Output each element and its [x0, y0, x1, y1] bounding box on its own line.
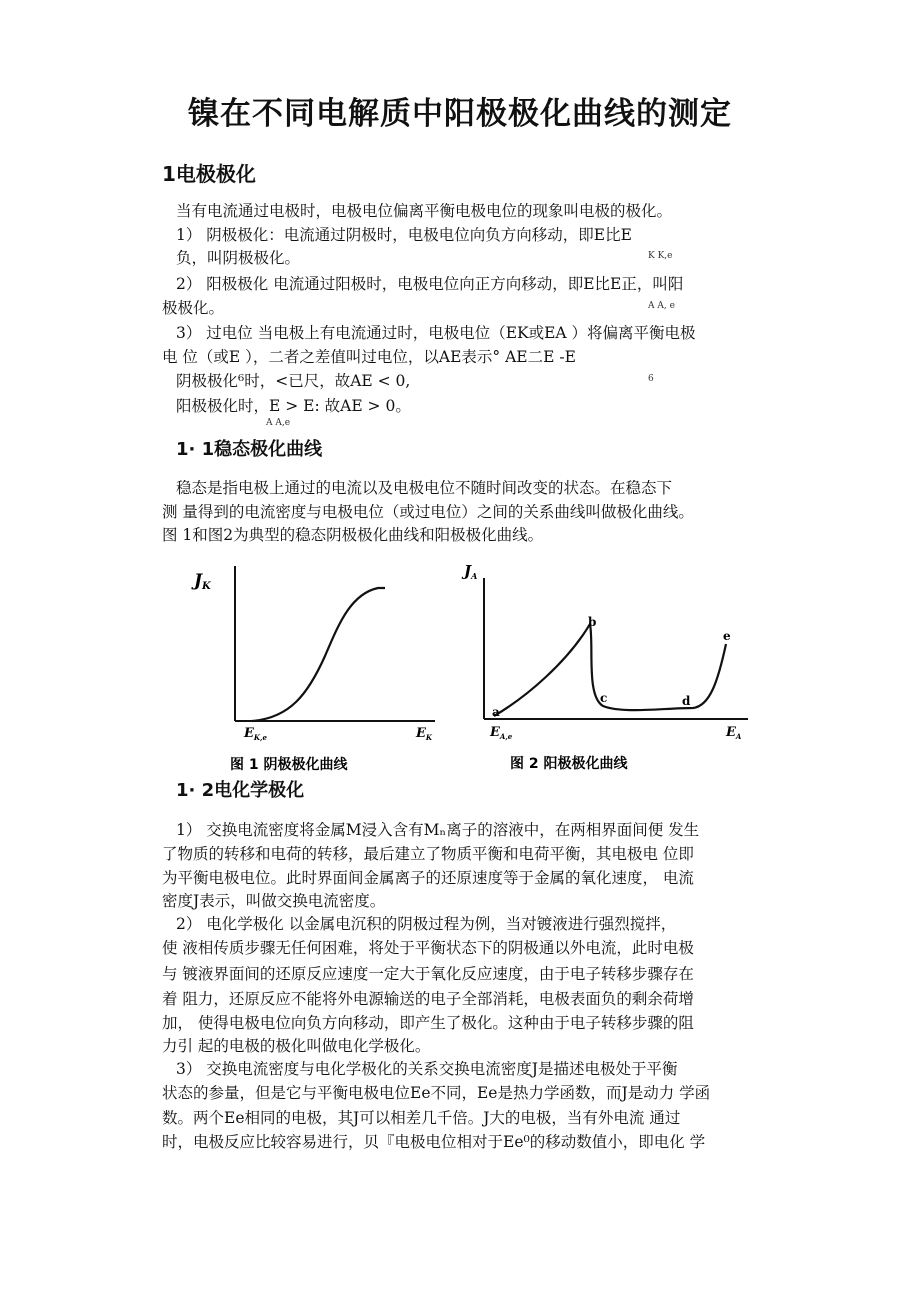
fig2-curve — [494, 624, 726, 716]
fig2-point-e: e — [723, 629, 731, 643]
item-3-line-2: 电 位（或E ），二者之差值叫过电位，以AE表示° AE二E -E — [162, 348, 576, 366]
section-1-1-line-2: 测 量得到的电流密度与电极电位（或过电位）之间的关系曲线叫做极化曲线。 — [162, 503, 694, 521]
section-1-2-line-7: 与 镀液界面间的还原反应速度一定大于氧化反应速度，由于电子转移步骤存在 — [162, 965, 694, 983]
section-1-1-heading: 1· 1稳态极化曲线 — [176, 439, 323, 460]
fig1-caption: 图 1 阴极极化曲线 — [230, 757, 348, 773]
section-1-2-line-4: 密度J表示，叫做交换电流密度。 — [162, 892, 386, 910]
section-1-2-line-13: 数。两个Ee相同的电极，其J可以相差几千倍。J大的电极，当有外电流 通过 — [162, 1109, 681, 1127]
fig2-point-a: a — [492, 705, 500, 719]
item-3-line-1: 3） 过电位 当电极上有电流通过时，电极电位（EK或EA ）将偏离平衡电极 — [176, 324, 696, 342]
item-1-line-1: 1） 阴极极化：电流通过阴极时，电极电位向负方向移动，即E比E — [176, 226, 632, 244]
fig2-point-b: b — [588, 615, 597, 629]
item-3-line-4: 阳极极化时，E > E: 故AE > 0。 — [176, 397, 411, 415]
section-1-2-line-10: 力引 起的电极的极化叫做电化学极化。 — [162, 1037, 431, 1055]
fig1-curve — [252, 588, 385, 721]
fig1-x-end-label: $E_K$ — [416, 726, 433, 742]
item-2-line-1: 2） 阳极极化 电流通过阳极时，电极电位向正方向移动，即E比E正，叫阳 — [176, 275, 684, 293]
item-2-line-2: 极极化。 — [162, 299, 225, 317]
section-1-2-line-1: 1） 交换电流密度将金属M浸入含有Mₙ离子的溶液中，在两相界面间便 发生 — [176, 821, 700, 839]
figure-1-cathodic-curve — [180, 556, 450, 776]
section-1-intro: 当有电流通过电极时，电极电位偏离平衡电极电位的现象叫电极的极化。 — [176, 202, 673, 220]
section-1-2-line-9: 加， 使得电极电位向负方向移动，即产生了极化。这种由于电子转移步骤的阻 — [162, 1014, 694, 1032]
item-3-subscript-6: 6 — [648, 374, 654, 384]
fig2-x-end-label: $E_A$ — [726, 725, 742, 741]
section-1-1-line-1: 稳态是指电极上通过的电流以及电极电位不随时间改变的状态。在稳态下 — [176, 479, 673, 497]
section-1-2-line-14: 时，电极反应比较容易进行，贝『电极电位相对于Ee⁰的移动数值小，即电化 学 — [162, 1133, 706, 1151]
figure-2-anodic-curve — [458, 556, 758, 776]
section-1-2-heading: 1· 2电化学极化 — [176, 780, 305, 801]
section-1-2-line-3: 为平衡电极电位。此时界面间金属离子的还原速度等于金属的氧化速度， 电流 — [162, 869, 694, 887]
section-1-2-line-2: 了物质的转移和电荷的转移，最后建立了物质平衡和电荷平衡，其电极电 位即 — [162, 845, 694, 863]
fig2-x-start-label: $E_{A,e}$ — [490, 725, 513, 741]
item-2-subscript: A A, e — [648, 301, 675, 311]
section-1-2-line-8: 着 阻力，还原反应不能将外电源输送的电子全部消耗，电极表面负的剩余荷增 — [162, 990, 694, 1008]
fig2-point-c: c — [600, 691, 608, 705]
section-1-2-line-5: 2） 电化学极化 以金属电沉积的阴极过程为例，当对镀液进行强烈搅拌， — [176, 915, 677, 933]
item-1-line-2: 负，叫阴极极化。 — [176, 249, 301, 267]
section-1-2-line-11: 3） 交换电流密度与电化学极化的关系交换电流密度J是描述电极处于平衡 — [176, 1060, 678, 1078]
fig2-point-d: d — [682, 694, 691, 708]
section-1-2-line-6: 使 液相传质步骤无任何困难，将处于平衡状态下的阴极通以外电流，此时电极 — [162, 939, 694, 957]
fig2-caption: 图 2 阳极极化曲线 — [510, 756, 628, 772]
item-1-subscript: K K,e — [648, 251, 673, 261]
fig2-y-label: $J_A$ — [464, 562, 478, 581]
item-3-line-3: 阴极极化⁶时，<已尺，故AE < 0, — [176, 372, 411, 390]
page-title: 镍在不同电解质中阳极极化曲线的测定 — [188, 96, 732, 132]
fig1-y-label: JK — [194, 571, 211, 592]
section-1-heading: 1电极极化 — [162, 162, 256, 186]
section-1-1-line-3: 图 1和图2为典型的稳态阴极极化曲线和阳极极化曲线。 — [162, 526, 544, 544]
section-1-2-line-12: 状态的参量，但是它与平衡电极电位Ee不同，Ee是热力学函数，而J是动力 学函 — [162, 1084, 711, 1102]
item-3-line-4-subscript: A A,e — [266, 418, 291, 428]
fig1-x-start-label: $E_{K,e}$ — [244, 726, 267, 742]
